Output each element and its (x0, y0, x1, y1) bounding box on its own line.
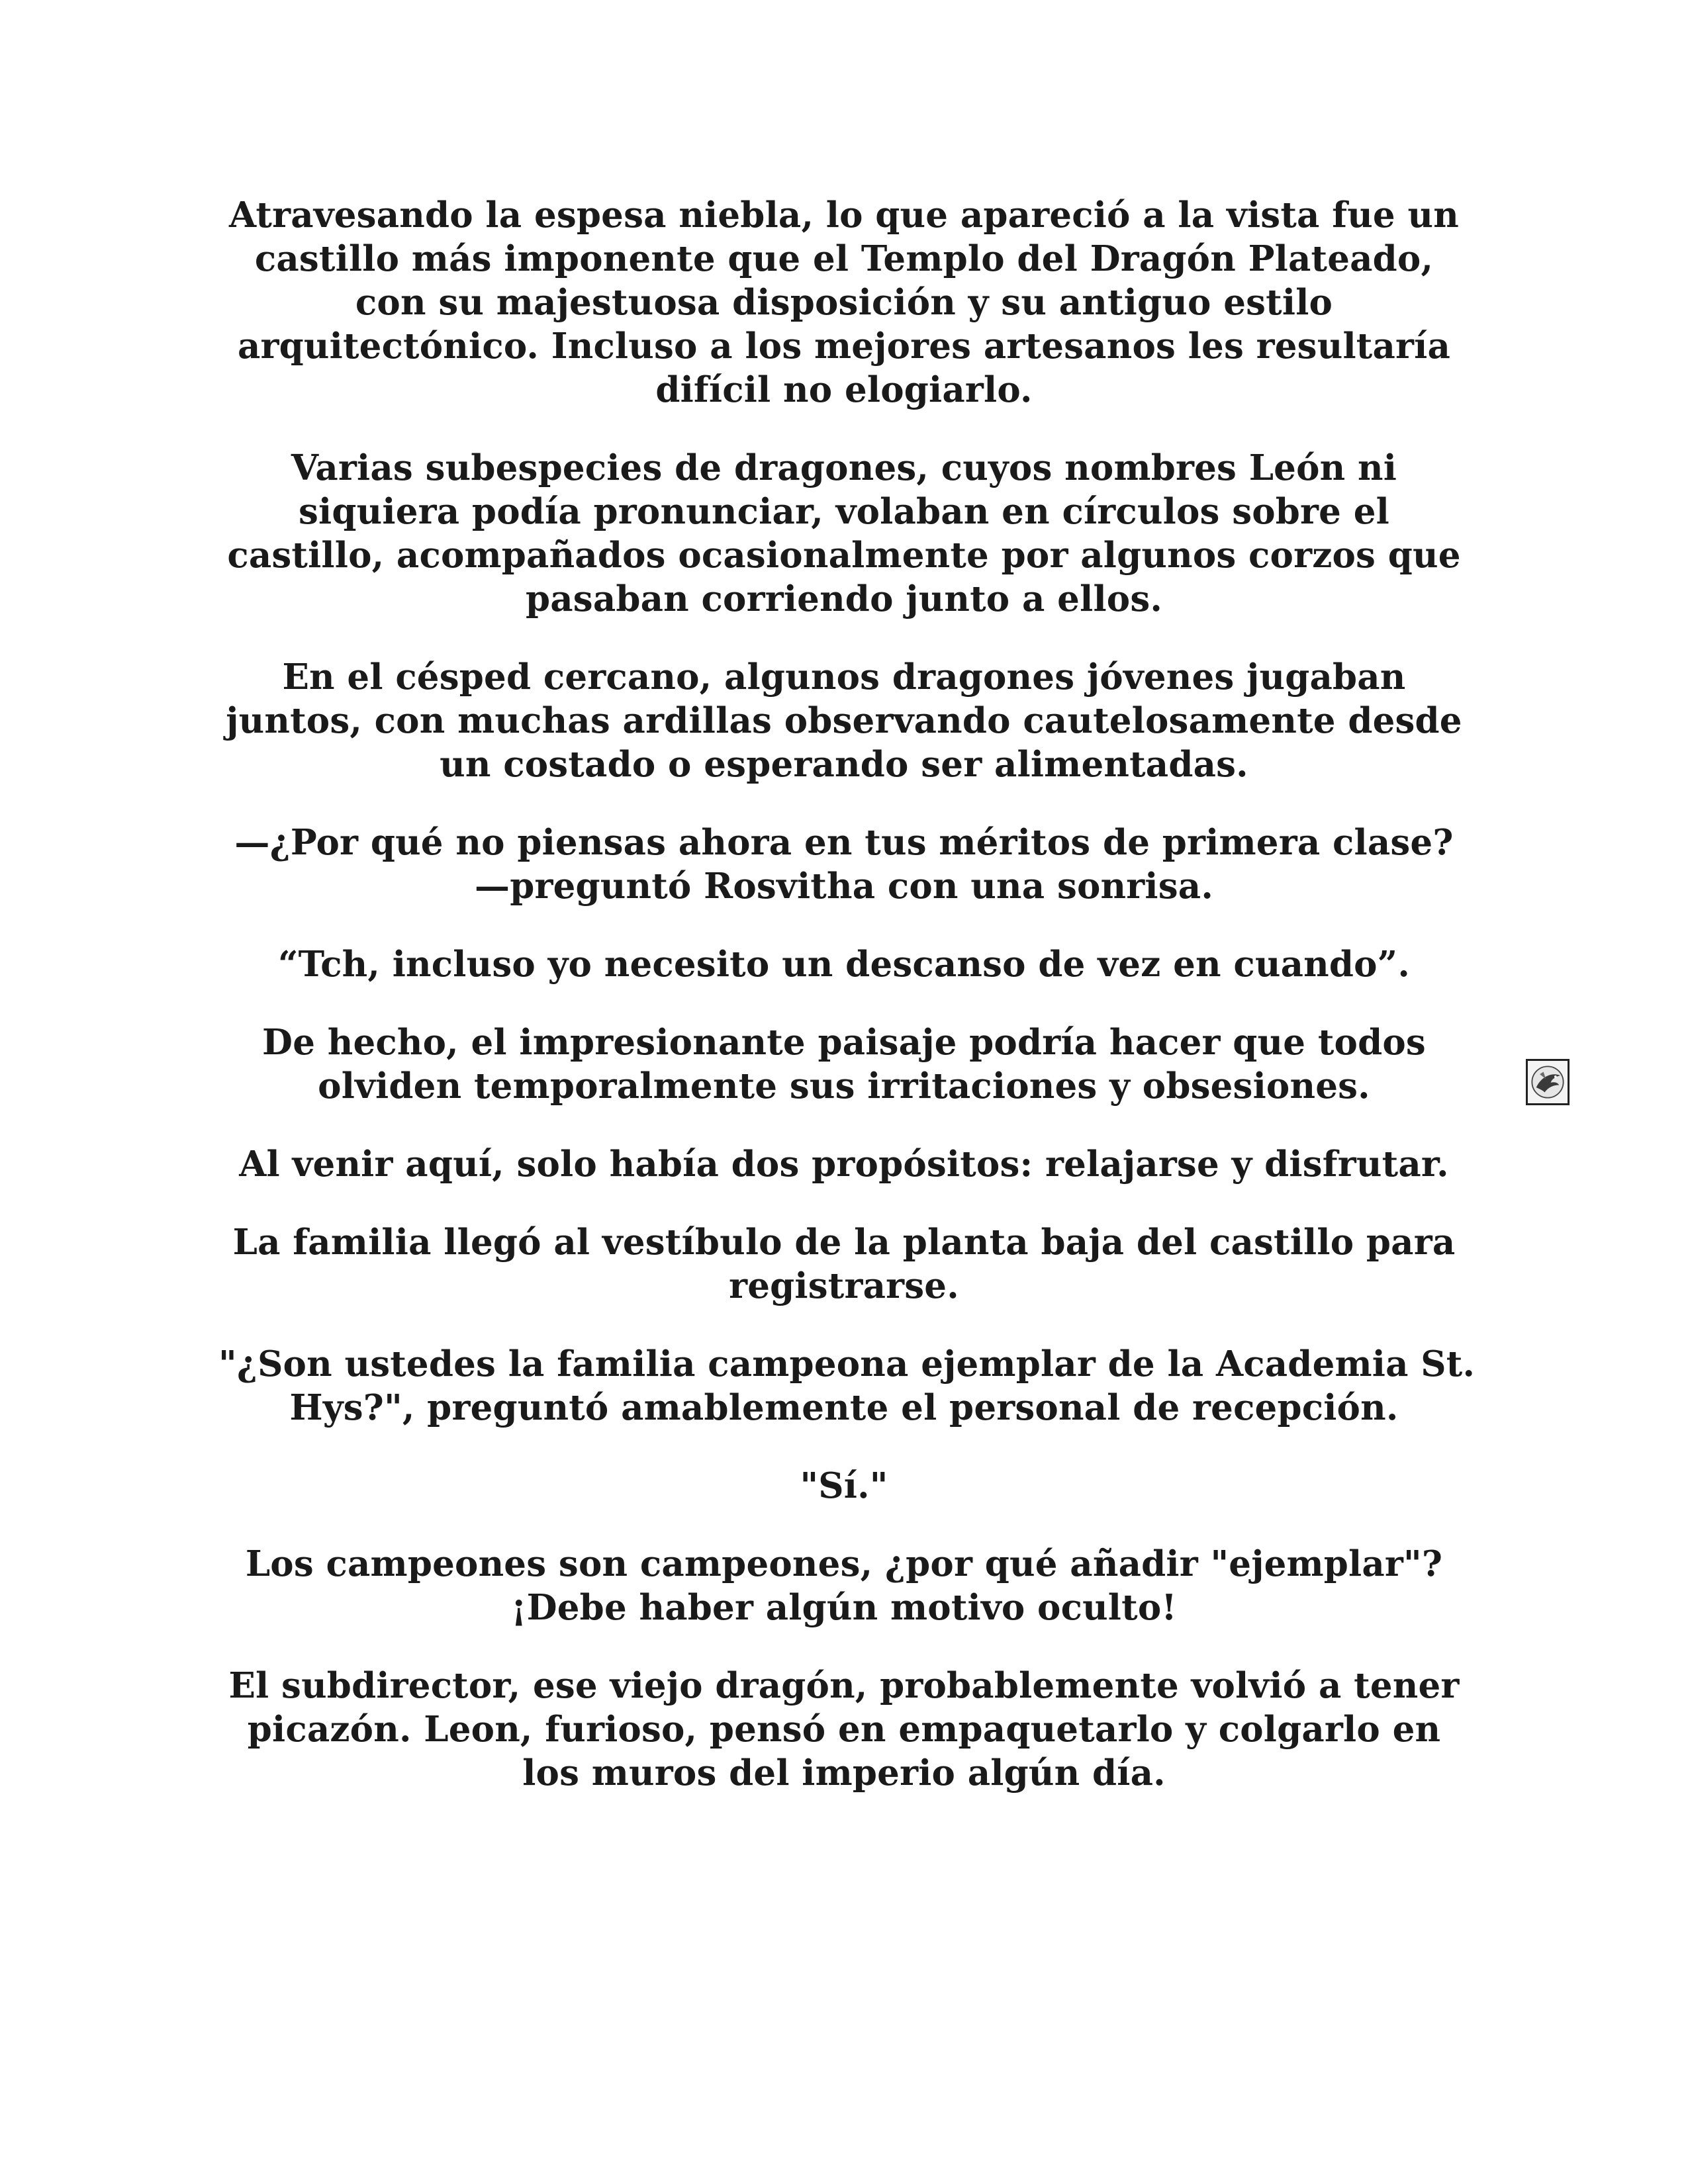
paragraph (218, 1142, 1470, 1186)
text-line: siquiera podía pronunciar, volaban en círculos sobre el (299, 491, 1389, 532)
text-line: "Sí." (800, 1465, 888, 1506)
paragraph (218, 1342, 1476, 1430)
text-line: pasaban corriendo junto a ellos. (525, 578, 1163, 619)
text-line: picazón. Leon, furioso, pensó en empaquetarlo y colgarlo en (247, 1709, 1441, 1750)
text-line: registrarse. (729, 1265, 959, 1306)
text-line: olviden temporalmente sus irritaciones y obsesiones. (318, 1066, 1370, 1107)
text-line: —preguntó Rosvitha con una sonrisa. (475, 866, 1213, 907)
document-body (218, 193, 1476, 1829)
text-line: En el césped cercano, algunos dragones jóvenes jugaban (282, 657, 1406, 698)
paragraph (218, 821, 1470, 908)
paragraph (218, 655, 1470, 786)
paragraph (218, 1542, 1470, 1629)
text-line: con su majestuosa disposición y su antiguo estilo (355, 282, 1333, 323)
text-line: Atravesando la espesa niebla, lo que apareció a la vista fue un (229, 195, 1459, 236)
text-line: Varias subespecies de dragones, cuyos nombres León ni (291, 447, 1397, 488)
paragraph (218, 193, 1470, 412)
text-line: castillo, acompañados ocasionalmente por algunos corzos que (227, 535, 1461, 576)
text-line: castillo más imponente que el Templo del Dragón Plateado, (254, 238, 1434, 279)
text-line: "¿Son ustedes la familia campeona ejemplar de la Academia St. (218, 1343, 1476, 1385)
paragraph (218, 1021, 1470, 1108)
text-line: los muros del imperio algún día. (522, 1752, 1166, 1794)
dragon-seal-icon (1526, 1059, 1570, 1105)
text-line: El subdirector, ese viejo dragón, probablemente volvió a tener (228, 1665, 1460, 1706)
text-line: La familia llegó al vestíbulo de la planta baja del castillo para (232, 1222, 1456, 1263)
text-line: arquitectónico. Incluso a los mejores artesanos les resultaría (237, 326, 1451, 367)
text-line: Los campeones son campeones, ¿por qué añadir "ejemplar"? (245, 1543, 1443, 1584)
paragraph (218, 1464, 1470, 1508)
text-line: Hys?", preguntó amablemente el personal de recepción. (289, 1387, 1399, 1428)
text-line: —¿Por qué no piensas ahora en tus méritos de primera clase? (234, 822, 1454, 863)
text-line: un costado o esperando ser alimentadas. (440, 744, 1248, 785)
text-line: De hecho, el impresionante paisaje podría hacer que todos (262, 1022, 1426, 1063)
text-line: “Tch, incluso yo necesito un descanso de vez en cuando”. (277, 944, 1411, 985)
text-line: difícil no elogiarlo. (655, 369, 1033, 410)
text-line: ¡Debe haber algún motivo oculto! (511, 1587, 1177, 1628)
paragraph (218, 1220, 1470, 1308)
text-line: juntos, con muchas ardillas observando cautelosamente desde (226, 700, 1462, 741)
paragraph (218, 1664, 1470, 1795)
paragraph (218, 446, 1470, 621)
text-line: Al venir aquí, solo había dos propósitos: relajarse y disfrutar. (239, 1144, 1449, 1185)
paragraph (218, 942, 1470, 986)
